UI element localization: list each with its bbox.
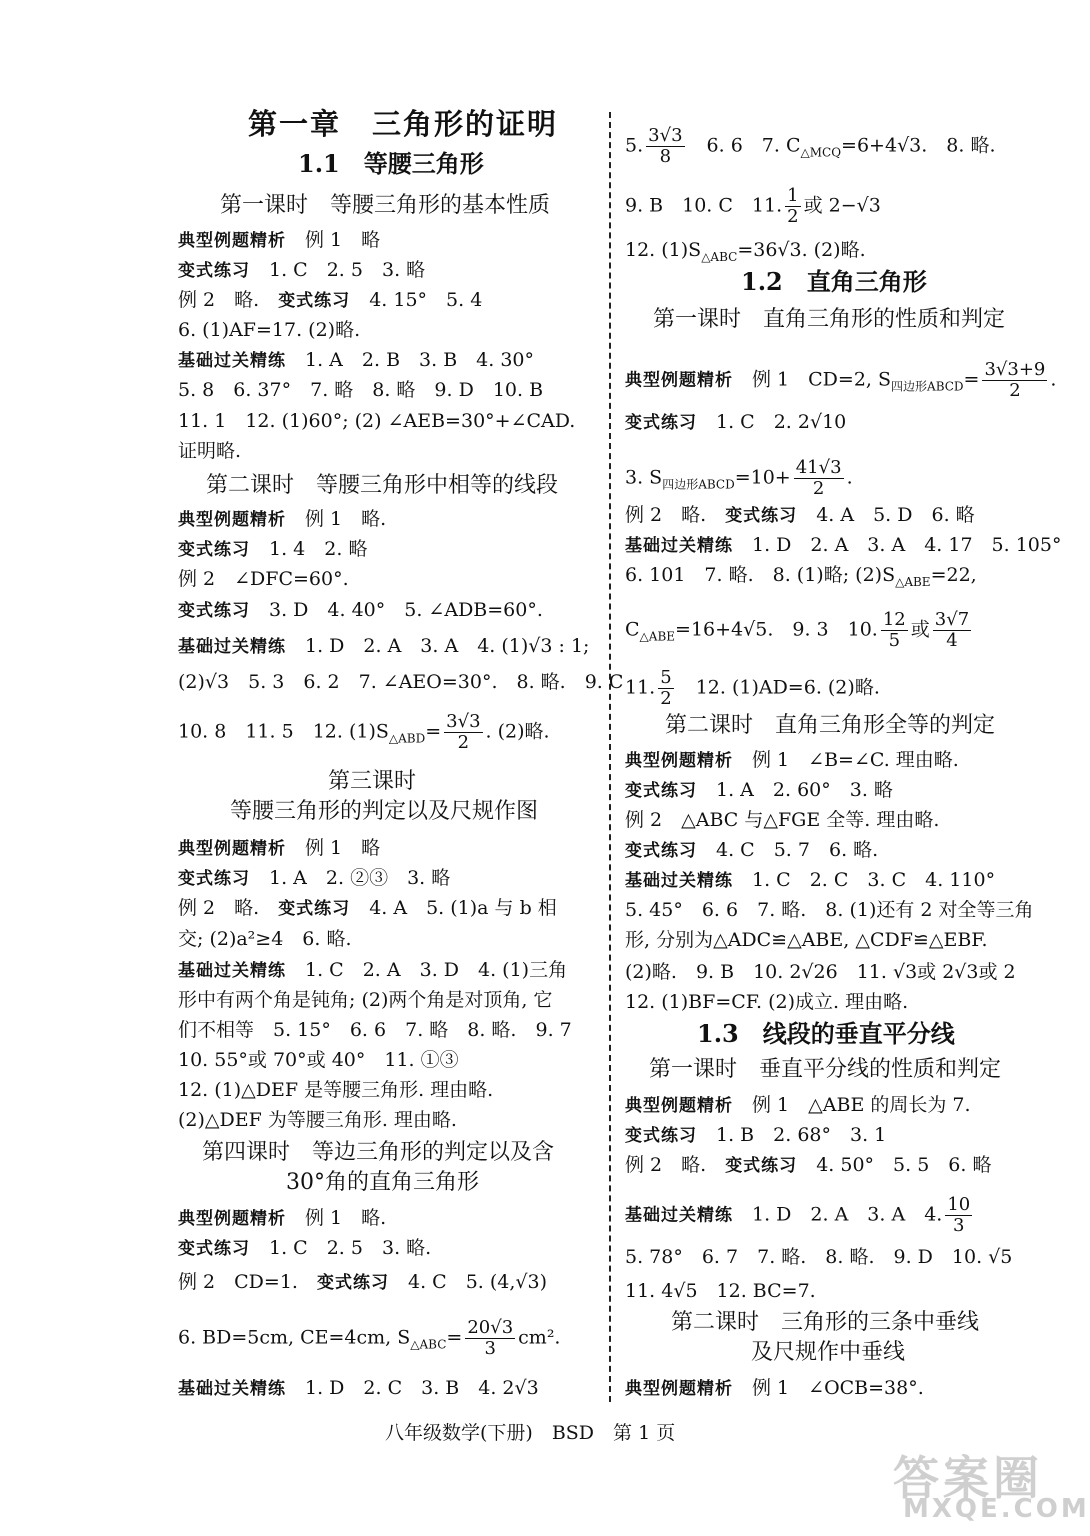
answer-line: 11. 4√5 12. BC=7.: [625, 1280, 816, 1302]
answer-line: 形中有两个角是钝角; (2)两个角是对顶角, 它: [178, 989, 553, 1011]
answer-text: 例 1 略: [305, 229, 381, 251]
denominator: 3: [953, 1215, 965, 1236]
subscript: △MCQ: [800, 145, 842, 160]
answer-text: =22,: [930, 564, 977, 586]
answer-text: =: [446, 1326, 463, 1349]
label: 基础过关精练: [625, 536, 733, 556]
denominator: 2: [660, 688, 672, 709]
fraction: [881, 610, 908, 651]
label: 变式练习: [278, 899, 351, 919]
fraction: [933, 610, 971, 651]
answer-text: 例 1 ∠OCB=38°.: [752, 1377, 924, 1399]
label: 基础过关精练: [625, 871, 733, 891]
lesson-title: 第一课时 等腰三角形的基本性质: [220, 193, 551, 218]
answer-line: 形, 分别为△ADC≌△ABE, △CDF≌△EBF.: [625, 929, 988, 951]
answer-text: 6. BD=5cm, CE=4cm, S: [178, 1326, 411, 1349]
denominator: 2: [457, 732, 470, 753]
answer-line: [625, 563, 977, 594]
answer-text: 4. C 5. (4,√3): [407, 1271, 548, 1293]
denominator: 2: [787, 206, 799, 227]
denominator: 3: [484, 1338, 496, 1359]
answer-text: =16+4√5. 9. 3 10.: [675, 618, 878, 641]
label: 典型例题精析: [178, 839, 286, 859]
label: 基础过关精练: [625, 1205, 733, 1226]
lesson-title: 第三课时: [328, 769, 417, 794]
numerator: 3√3+9: [984, 359, 1046, 380]
label: 变式练习: [725, 1156, 798, 1176]
fraction: [945, 1195, 972, 1236]
answer-text: 10. 8 11. 5 12. (1)S: [178, 720, 389, 743]
denominator: 2: [1009, 380, 1021, 401]
answer-text: 1. D 2. A 3. A 4. (1)√3 : 1;: [305, 635, 590, 657]
answer-text: cm².: [518, 1326, 561, 1349]
answer-text: 3. S: [625, 466, 663, 489]
answer-line: (2)√3 5. 3 6. 2 7. ∠AEO=30°. 8. 略. 9. C: [178, 671, 624, 693]
answer-line: 例 2 △ABC 与△FGE 全等. 理由略.: [625, 809, 940, 831]
subscript: △ABC: [410, 1337, 447, 1352]
label: 基础过关精练: [178, 351, 286, 371]
watermark-logo: [885, 1442, 1090, 1532]
answer-line: [625, 610, 974, 651]
numerator: 20√3: [467, 1317, 514, 1338]
page-footer: 八年级数学(下册) BSD 第 1 页: [385, 1422, 676, 1444]
label: 变式练习: [725, 506, 798, 526]
answer-text: 例 1 △ABE 的周长为 7.: [752, 1094, 971, 1116]
lesson-title: 第二课时 直角三角形全等的判定: [665, 713, 996, 738]
lesson-title: 第一课时 垂直平分线的性质和判定: [649, 1057, 1002, 1082]
answer-text: 1. D 2. C 3. B 4. 2√3: [305, 1377, 539, 1399]
answer-text: 例 2 略.: [625, 1154, 707, 1176]
numerator: 41√3: [795, 457, 842, 478]
answer-line: 5. 45° 6. 6 7. 略. 8. (1)还有 2 对全等三角: [625, 899, 1034, 921]
label: 变式练习: [625, 413, 697, 433]
answer-line: [178, 1318, 560, 1359]
answer-text: C: [625, 618, 640, 641]
numerator: 1: [787, 185, 799, 206]
answer-line: 12. (1)△DEF 是等腰三角形. 理由略.: [178, 1079, 494, 1101]
answer-text: 例 2 略.: [625, 504, 707, 526]
lesson-subtitle: 等腰三角形的判定以及尺规作图: [230, 799, 539, 824]
numerator: 3√7: [934, 609, 970, 630]
label: 典型例题精析: [178, 231, 286, 251]
answer-line: [625, 238, 866, 269]
label: 变式练习: [278, 291, 351, 311]
label: 基础过关精练: [178, 961, 286, 981]
answer-line: 6. (1)AF=17. (2)略.: [178, 319, 361, 341]
answer-text: 例 1 略.: [305, 1207, 387, 1229]
answer-line: [625, 186, 881, 227]
fraction: [794, 458, 844, 499]
answer-text: .: [846, 466, 853, 489]
answer-text: 1. C 2. 2√10: [716, 411, 847, 433]
denominator: 8: [659, 146, 672, 167]
answer-line: 10. 55°或 70°或 40° 11. ①③: [178, 1049, 459, 1071]
watermark-url: MXQE.COM: [903, 1494, 1090, 1524]
subscript: 四边形ABCD: [891, 379, 964, 394]
fraction: [465, 1318, 515, 1359]
label: 典型例题精析: [178, 1209, 286, 1229]
answer-text: 例 1 略: [305, 837, 381, 859]
answer-line: 证明略.: [178, 440, 242, 462]
label: 变式练习: [625, 841, 697, 861]
fraction: [444, 712, 482, 753]
answer-line: (2)△DEF 为等腰三角形. 理由略.: [178, 1109, 457, 1131]
numerator: 3√3: [648, 125, 683, 146]
lesson-title: 第二课时 等腰三角形中相等的线段: [206, 473, 559, 498]
label: 变式练习: [178, 261, 250, 281]
answer-line: 交; (2)a²≥4 6. 略.: [178, 928, 352, 950]
answer-line: 例 2 ∠DFC=60°.: [178, 568, 349, 590]
answer-text: =10+: [734, 466, 791, 489]
label: 变式练习: [178, 540, 250, 560]
subscript: △ABC: [701, 249, 738, 264]
denominator: 2: [812, 478, 825, 499]
label: 变式练习: [178, 1239, 250, 1259]
answer-text: 1. C 2. C 3. C 4. 110°: [752, 869, 996, 891]
answer-text: 3. D 4. 40° 5. ∠ADB=60°.: [269, 599, 543, 621]
answer-text: 例 1 ∠B=∠C. 理由略.: [752, 749, 959, 771]
numerator: 3√3: [446, 711, 481, 732]
answer-text: 11.: [625, 676, 656, 699]
lesson-subtitle: 30°角的直角三角形: [286, 1170, 479, 1195]
answer-text: .: [1050, 368, 1057, 391]
answer-text: =: [425, 720, 442, 743]
watermark-text: 答案圈: [893, 1451, 1043, 1505]
subscript: 四边形ABCD: [662, 477, 735, 492]
answer-text: 12. (1)AD=6. (2)略.: [695, 676, 880, 699]
subscript: △ABD: [388, 731, 426, 746]
answer-text: 1. 4 2. 略: [269, 538, 368, 560]
answer-line: 12. (1)BF=CF. (2)成立. 理由略.: [625, 991, 909, 1013]
answer-line: [178, 712, 550, 753]
answer-text: 9. B 10. C 11.: [625, 194, 783, 217]
label: 典型例题精析: [625, 370, 733, 391]
label: 变式练习: [316, 1273, 389, 1293]
answer-text: 1. A 2. B 3. B 4. 30°: [305, 349, 535, 371]
answer-text: 1. D 2. A 3. A 4.: [752, 1203, 943, 1226]
label: 典型例题精析: [625, 1096, 733, 1116]
section-title-1-2: 1.2 直角三角形: [741, 267, 927, 296]
fraction: [658, 668, 673, 709]
lesson-title: 第二课时 三角形的三条中垂线: [671, 1310, 980, 1335]
denominator: 5: [888, 630, 901, 651]
fraction: [785, 186, 800, 227]
lesson-title: 第一课时 直角三角形的性质和判定: [653, 307, 1006, 332]
answer-text: 4. 50° 5. 5 6. 略: [816, 1154, 992, 1176]
answer-text: 12. (1)S: [625, 239, 702, 261]
answer-text: 或: [910, 618, 930, 641]
answer-text: 5.: [625, 134, 644, 157]
numerator: 12: [882, 609, 906, 630]
answer-line: [625, 126, 996, 167]
fraction: [646, 126, 684, 167]
section-title-1-3: 1.3 线段的垂直平分线: [697, 1019, 955, 1048]
label: 典型例题精析: [178, 510, 286, 530]
answer-text: =: [963, 368, 980, 391]
subscript: △ABE: [639, 629, 676, 644]
answer-text: 1. A 2. ②③ 3. 略: [269, 867, 451, 889]
answer-line: [625, 668, 880, 709]
answer-text: 或 2−√3: [803, 194, 881, 217]
answer-text: =6+4√3. 8. 略.: [841, 134, 996, 157]
denominator: 4: [946, 630, 958, 651]
section-title-1-1: 1.1 等腰三角形: [298, 149, 484, 178]
chapter-title: 第一章 三角形的证明: [248, 107, 559, 141]
answer-line: 5. 8 6. 37° 7. 略 8. 略 9. D 10. B: [178, 379, 544, 401]
answer-text: 6. 101 7. 略. 8. (1)略; (2)S: [625, 564, 896, 586]
answer-text: . (2)略.: [485, 720, 550, 743]
lesson-title: 第四课时 等边三角形的判定以及含: [202, 1140, 555, 1165]
label: 典型例题精析: [625, 1379, 733, 1399]
fraction: [982, 360, 1047, 401]
answer-text: 4. A 5. (1)a 与 b 相: [369, 897, 557, 919]
answer-text: 4. C 5. 7 6. 略.: [716, 839, 879, 861]
column-divider: [609, 112, 611, 1402]
answer-text: 例 2 CD=1.: [178, 1271, 298, 1293]
answer-text: 1. B 2. 68° 3. 1: [716, 1124, 887, 1146]
answer-text: 例 2 略.: [178, 289, 260, 311]
answer-line: 5. 78° 6. 7 7. 略. 8. 略. 9. D 10. √5: [625, 1246, 1013, 1268]
answer-text: 1. C 2. 5 3. 略.: [269, 1237, 432, 1259]
numerator: 5: [660, 667, 672, 688]
label: 变式练习: [625, 1126, 697, 1146]
answer-text: 1. D 2. A 3. A 4. 17 5. 105°: [752, 534, 1062, 556]
label: 典型例题精析: [625, 751, 733, 771]
answer-text: 1. A 2. 60° 3. 略: [716, 779, 893, 801]
subscript: △ABE: [895, 574, 931, 589]
answer-text: 例 1 略.: [305, 508, 387, 530]
answer-text: 1. C 2. 5 3. 略: [269, 259, 426, 281]
answer-text: 4. 15° 5. 4: [369, 289, 483, 311]
label: 变式练习: [178, 601, 250, 621]
numerator: 10: [947, 1194, 971, 1215]
answer-line: (2)略. 9. B 10. 2√26 11. √3或 2√3或 2: [625, 961, 1016, 983]
answer-line: [625, 458, 853, 499]
answer-text: 4. A 5. D 6. 略: [816, 504, 975, 526]
label: 基础过关精练: [178, 637, 286, 657]
label: 基础过关精练: [178, 1379, 286, 1399]
answer-text: 例 2 略.: [178, 897, 260, 919]
lesson-subtitle: 及尺规作中垂线: [751, 1340, 906, 1365]
label: 变式练习: [625, 781, 697, 801]
answer-text: =36√3. (2)略.: [737, 239, 866, 261]
answer-text: 6. 6 7. C: [706, 134, 801, 157]
answer-line: 11. 1 12. (1)60°; (2) ∠AEB=30°+∠CAD.: [178, 410, 576, 432]
answer-line: 们不相等 5. 15° 6. 6 7. 略 8. 略. 9. 7: [178, 1019, 572, 1041]
label: 变式练习: [178, 869, 250, 889]
answer-text: 1. C 2. A 3. D 4. (1)三角: [305, 959, 568, 981]
answer-text: 例 1 CD=2, S: [752, 368, 892, 391]
